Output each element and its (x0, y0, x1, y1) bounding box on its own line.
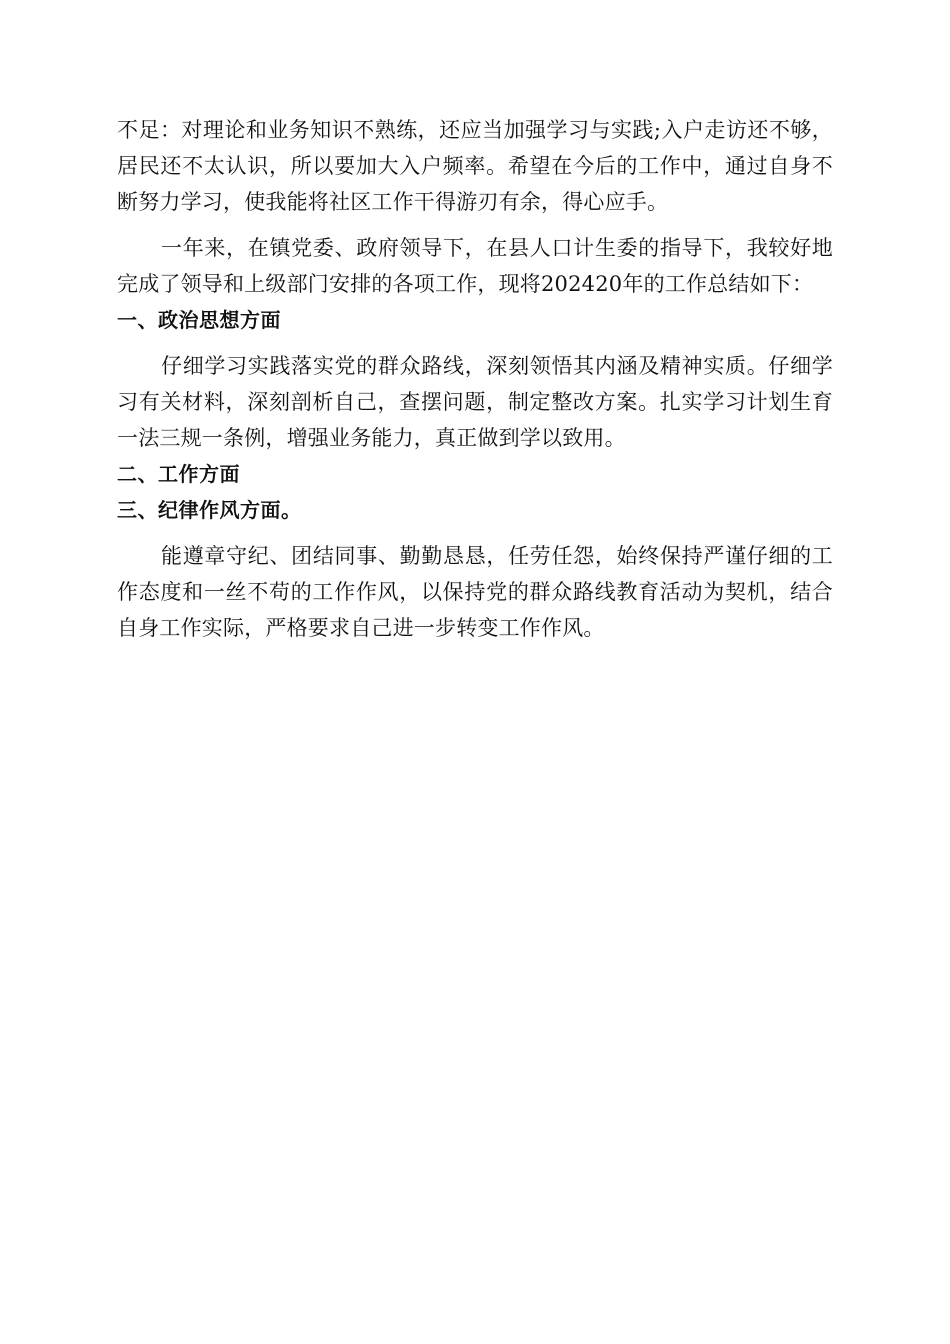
paragraph-discipline: 能遵章守纪、团结同事、勤勤恳恳，任劳任怨，始终保持严谨仔细的工作态度和一丝不苟的工作作风，以保持党的群众路线教育活动为契机，结合自身工作实际，严格要求自己进一步转变工作作风。 (117, 544, 833, 640)
paragraph-deficiencies: 不足：对理论和业务知识不熟练，还应当加强学习与实践;入户走访还不够，居民还不太认识，所以要加大入户频率。希望在今后的工作中，通过自身不断努力学习，使我能将社区工作干得游刃有余，得心应手。 (117, 118, 833, 214)
heading-discipline: 三、纪律作风方面。 (117, 498, 302, 522)
document-body (117, 112, 833, 646)
heading-political-thought: 一、政治思想方面 (117, 308, 281, 332)
paragraph-year-summary: 一年来，在镇党委、政府领导下，在县人口计生委的指导下，我较好地完成了领导和上级部门安排的各项工作，现将202420年的工作总结如下： (117, 236, 833, 296)
heading-work: 二、工作方面 (117, 462, 240, 486)
paragraph-political-thought: 仔细学习实践落实党的群众路线，深刻领悟其内涵及精神实质。仔细学习有关材料，深刻剖析自己，查摆问题，制定整改方案。扎实学习计划生育一法三规一条例，增强业务能力，真正做到学以致用。 (117, 354, 833, 450)
